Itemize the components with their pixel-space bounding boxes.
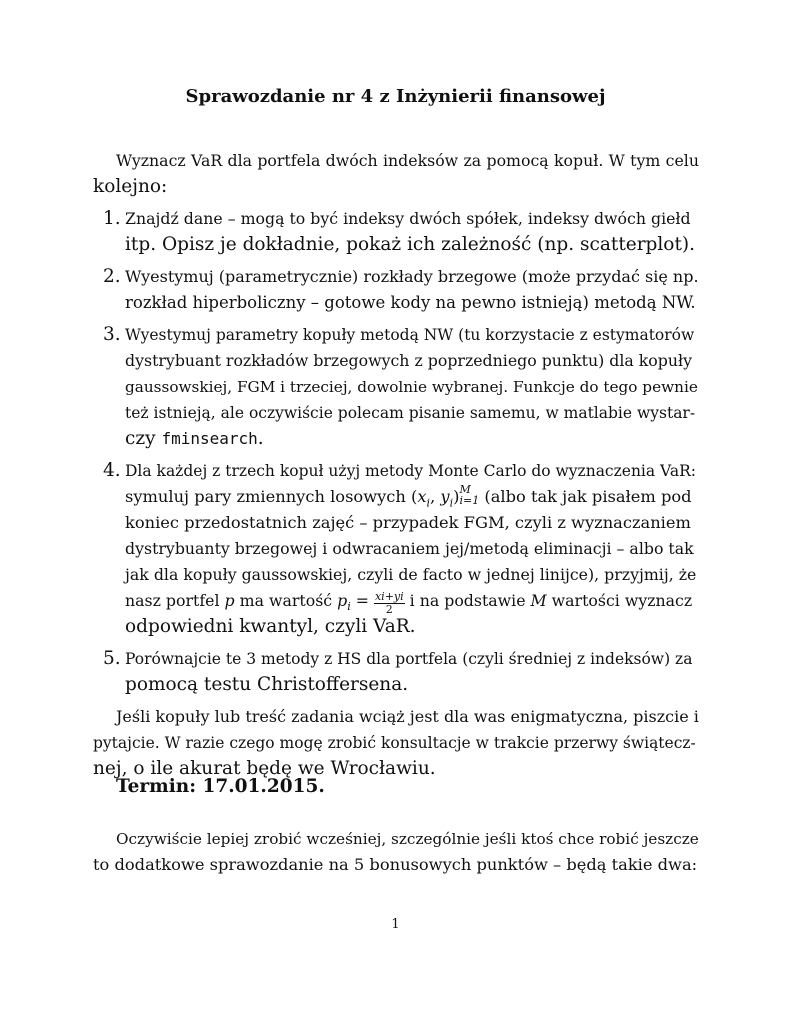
item-1-number: 1. [103, 208, 121, 229]
item-5-line-1: Porównajcie te 3 metody z HS dla portfela (czyli średniej z indeksów) za [125, 650, 693, 668]
item-1-line-1: Znajdź dane – mogą to być indeksy dwóch spółek, indeksy dwóch giełd [125, 209, 691, 228]
item-3-line-2: dystrybuant rozkładów brzegowych z poprzedniego punktu) dla kopuły [125, 351, 693, 370]
final-line-2: to dodatkowe sprawozdanie na 5 bonusowych punktów – będą takie dwa: [93, 855, 698, 874]
final-line-1: Oczywiście lepiej zrobić wcześniej, szczególnie jeśli ktoś chce robić jeszcze [116, 830, 699, 848]
item-1-line-2: itp. Opisz je dokładnie, pokaż ich zależność (np. scatterplot). [125, 234, 695, 255]
fraction: $\frac{xi+yi}{2}$ [374, 590, 404, 616]
item-4-line-4: dystrybuanty brzegowej i odwracaniem jej/metodą eliminacji – albo tak [125, 539, 694, 558]
item-2-line-2: rozkład hiperboliczny – gotowe kody na pewno istnieją) metodą NW. [125, 293, 696, 312]
item-4-number: 4. [103, 460, 121, 481]
item-4-line-3: koniec przedostatnich zajęć – przypadek FGM, czyli z wyznaczaniem [125, 513, 691, 532]
closing-line-3: nej, o ile akurat będę we Wrocławiu. [93, 758, 436, 779]
intro-line-2: kolejno: [93, 176, 168, 197]
deadline: Termin: 17.01.2015. [116, 776, 325, 797]
item-3-line-1: Wyestymuj parametry kopuły metodą NW (tu korzystacie z estymatorów [125, 326, 695, 344]
item-3-line-3: gaussowskiej, FGM i trzeciej, dowolnie wybranej. Funkcje do tego pewnie [125, 378, 698, 396]
item-4-line-2: symuluj pary zmiennych losowych ($x_i$, $y_i$) M i=1 (albo tak jak pisałem pod [125, 483, 692, 510]
item-2-number: 2. [103, 266, 121, 287]
page-number: 1 [391, 917, 400, 932]
item-4-line-5: jak dla kopuły gaussowskiej, czyli de facto w jednej linijce), przyjmij, że [125, 565, 697, 584]
item-4-line-7: odpowiedni kwantyl, czyli VaR. [125, 616, 416, 637]
item-3-line-5: czy fminsearch. [125, 428, 264, 449]
item-4-line-6: nasz portfel p ma wartość $p_i$ = $\frac{xi+yi}{2}$ i na podstawie M wartości wyznacz [125, 590, 693, 616]
closing-line-1: Jeśli kopuły lub treść zadania wciąż jest dla was enigmatyczna, piszcie i [116, 707, 699, 726]
closing-line-2: pytajcie. W razie czego mogę zrobić konsultacje w trakcie przerwy świątecz- [93, 734, 696, 752]
item-2-line-1: Wyestymuj (parametrycznie) rozkłady brzegowe (może przydać się np. [125, 267, 699, 286]
item-5-line-2: pomocą testu Christoffersena. [125, 674, 409, 695]
item-5-number: 5. [103, 648, 121, 669]
fminsearch-code: fminsearch [161, 429, 258, 448]
item-3-number: 3. [103, 324, 121, 345]
intro-line-1: Wyznacz VaR dla portfela dwóch indeksów za pomocą kopuł. W tym celu [116, 151, 699, 170]
document-title: Sprawozdanie nr 4 z Inżynierii finansowej [185, 86, 606, 107]
item-4-line-1: Dla każdej z trzech kopuł użyj metody Monte Carlo do wyznaczenia VaR: [125, 462, 696, 480]
item-3-line-4: też istnieją, ale oczywiście polecam pisanie samemu, w matlabie wystar- [125, 404, 696, 422]
